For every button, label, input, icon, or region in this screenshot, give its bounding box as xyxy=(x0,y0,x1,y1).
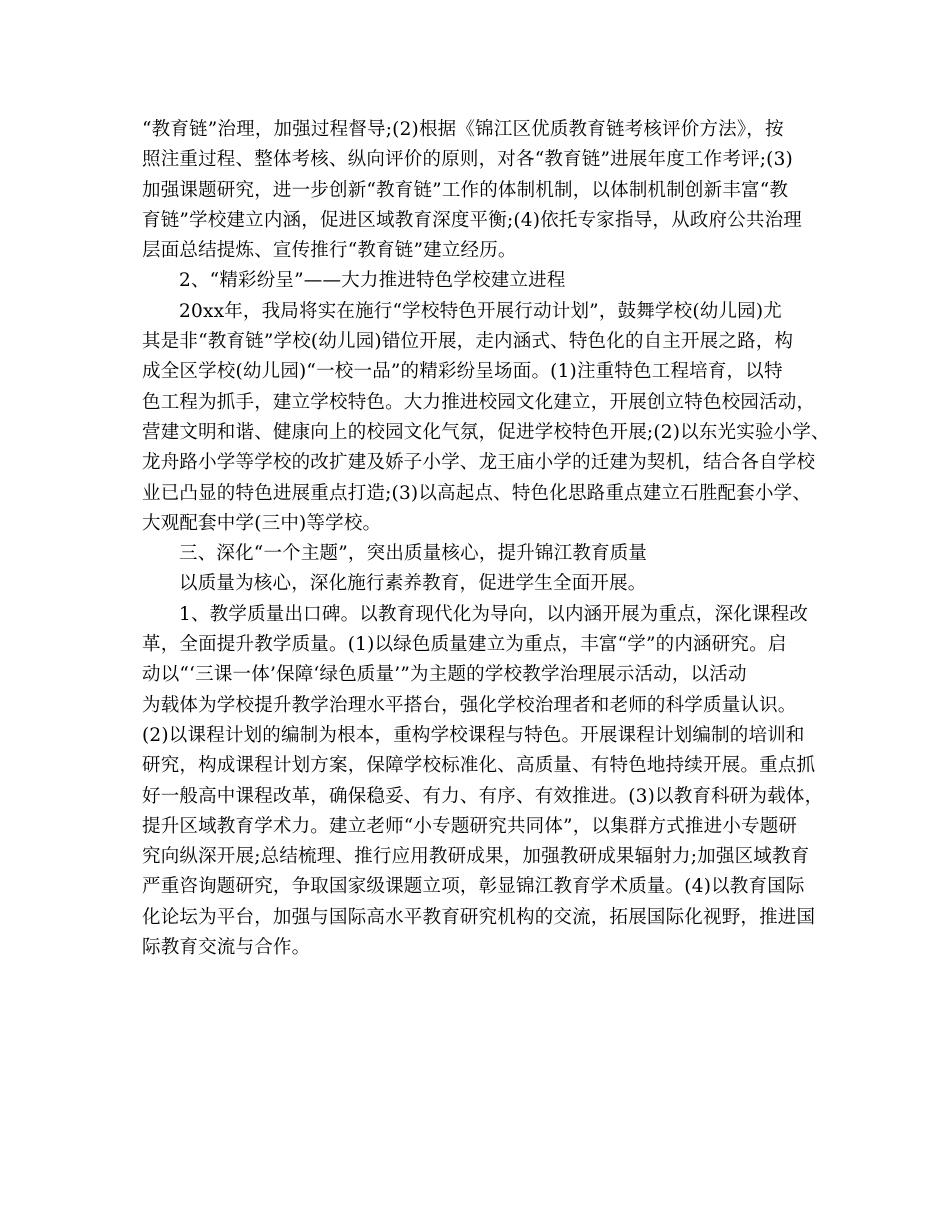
text-line: 以质量为核心，深化施行素养教育，促进学生全面开展。 xyxy=(179,573,647,595)
text-line: 育链”学校建立内涵，促进区域教育深度平衡;(4)依托专家指导，从政府公共治理 xyxy=(142,209,802,231)
text-line: 层面总结提炼、宣传推行“教育链”建立经历。 xyxy=(142,240,517,262)
text-line: 际教育交流与合作。 xyxy=(142,937,311,959)
text-line: 革，全面提升教学质量。(1)以绿色质量建立为重点，丰富“学”的内涵研究。启 xyxy=(142,634,787,656)
text-line: 业已凸显的特色进展重点打造;(3)以高起点、特色化思路重点建立石胜配套小学、 xyxy=(142,482,812,504)
text-line: 动以“‘三课一体’保障‘绿色质量’”为主题的学校教学治理展示活动，以活动 xyxy=(142,664,747,686)
text-line: 研究，构成课程计划方案，保障学校标准化、高质量、有特色地持续开展。重点抓 xyxy=(142,755,816,777)
text-line: (2)以课程计划的编制为根本，重构学校课程与特色。开展课程计划编制的培训和 xyxy=(142,724,805,746)
text-line: 大观配套中学(三中)等学校。 xyxy=(142,512,382,534)
text-line: 色工程为抓手，建立学校特色。大力推进校园文化建立，开展创立特色校园活动， xyxy=(142,391,816,413)
text-line: 为载体为学校提升教学治理水平搭台，强化学校治理者和老师的科学质量认识。 xyxy=(142,694,797,716)
text-line: “教育链”治理，加强过程督导;(2)根据《锦江区优质教育链考核评价方法》，按 xyxy=(142,119,784,140)
text-line: 好一般高中课程改革，确保稳妥、有力、有序、有效推进。(3)以教育科研为载体， xyxy=(142,785,824,807)
text-line: 20xx年，我局将实在施行“学校特色开展行动计划”，鼓舞学校(幼儿园)尤 xyxy=(179,300,782,322)
text-line: 其是非“教育链”学校(幼儿园)错位开展，走内涵式、特色化的自主开展之路，构 xyxy=(142,331,794,353)
text-line: 1、教学质量出口碑。以教育现代化为导向，以内涵开展为重点，深化课程改 xyxy=(179,603,809,625)
text-line: 究向纵深开展;总结梳理、推行应用教研成果，加强教研成果辐射力;加强区域教育 xyxy=(142,846,810,868)
text-line: 严重咨询题研究，争取国家级课题立项，彰显锦江教育学术质量。(4)以教育国际 xyxy=(142,876,805,898)
document-body xyxy=(142,115,830,963)
text-line: 营建文明和谐、健康向上的校园文化气氛，促进学校特色开展;(2)以东光实验小学、 xyxy=(142,421,830,443)
text-line: 三、深化“一个主题”，突出质量核心，提升锦江教育质量 xyxy=(179,543,648,565)
text-line: 成全区学校(幼儿园)“一校一品”的精彩纷呈场面。(1)注重特色工程培育，以特 xyxy=(142,361,783,383)
text-line: 化论坛为平台，加强与国际高水平教育研究机构的交流，拓展国际化视野，推进国 xyxy=(142,906,816,928)
text-line: 2、“精彩纷呈”——大力推进特色学校建立进程 xyxy=(179,270,566,292)
text-line: 加强课题研究，进一步创新“教育链”工作的体制机制，以体制机制创新丰富“教 xyxy=(142,179,789,201)
text-line: 提升区域教育学术力。建立老师“小专题研究共同体”，以集群方式推进小专题研 xyxy=(142,815,798,837)
text-line: 龙舟路小学等学校的改扩建及娇子小学、龙王庙小学的迁建为契机，结合各自学校 xyxy=(142,452,816,474)
text-line: 照注重过程、整体考核、纵向评价的原则，对各“教育链”进展年度工作考评;(3) xyxy=(142,149,793,171)
